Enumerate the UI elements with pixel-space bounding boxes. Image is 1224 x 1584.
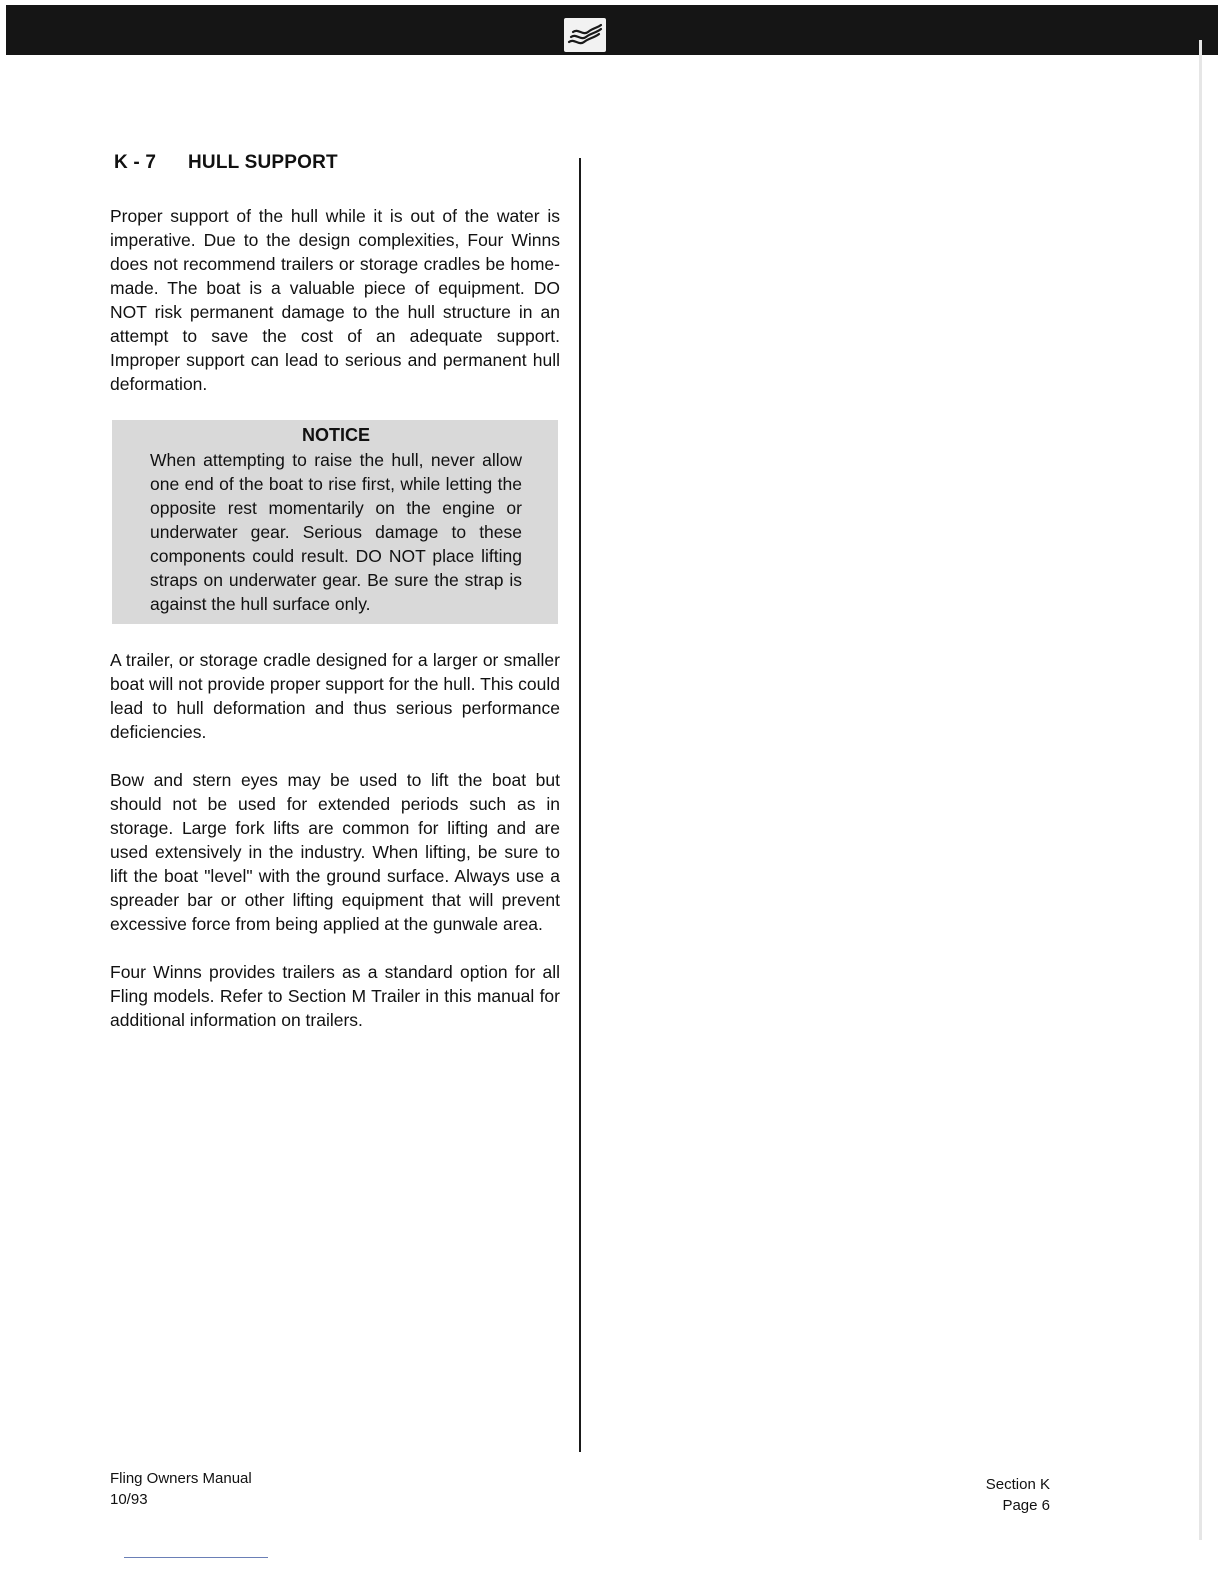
page-label: Page 6 [1002, 1497, 1050, 1514]
section-label: Section K [985, 1476, 1050, 1493]
section-number: K - 7 [114, 152, 157, 173]
four-winns-wave-logo-icon [564, 18, 606, 52]
manual-title: Fling Owners Manual [110, 1470, 252, 1487]
section-title: HULL SUPPORT [188, 152, 338, 173]
manual-date: 10/93 [110, 1491, 148, 1508]
paragraph-hull-support-intro: Proper support of the hull while it is out of the water is imperative. Due to the design complexities, Four Winns does not recommend trailers or storage cradles be home-made. The boat is a valuable piece of equipment. DO NOT risk permanent damage to the hull structure in an attempt to save the cost of an adequate support. Improper support can lead to serious and permanent hull deformation. [110, 206, 560, 394]
bottom-rule [124, 1557, 268, 1558]
paragraph-trailer-fit: A trailer, or storage cradle designed for a larger or smaller boat will not provide proper support for the hull. This could lead to hull deformation and thus serious performance deficiencies. [110, 650, 560, 742]
section-heading [114, 152, 560, 174]
column-divider [579, 158, 581, 1452]
page-edge [1199, 40, 1202, 1540]
notice-box [112, 420, 558, 624]
paragraph-trailer-option: Four Winns provides trailers as a standard option for all Fling models. Refer to Section M Trailer in this manual for additional information on trailers. [110, 962, 560, 1030]
paragraph-lifting: Bow and stern eyes may be used to lift the boat but should not be used for extended periods such as in storage. Large fork lifts are common for lifting and are used extensively in the industry. When lifting, be sure to lift the boat "level" with the ground surface. Always use a spreader bar or other lifting equipment that will prevent excessive force from being applied at the gunwale area. [110, 770, 560, 934]
notice-body: When attempting to raise the hull, never allow one end of the boat to rise first, while letting the opposite rest momentarily on the engine or underwater gear. Serious damage to these components could result. DO NOT place lifting straps on underwater gear. Be sure the strap is against the hull surface only. [150, 450, 522, 614]
header-bar [6, 5, 1218, 55]
notice-title: NOTICE [301, 425, 370, 445]
footer-left [110, 1468, 252, 1510]
main-column [110, 152, 560, 1056]
footer-right [940, 1474, 1050, 1516]
